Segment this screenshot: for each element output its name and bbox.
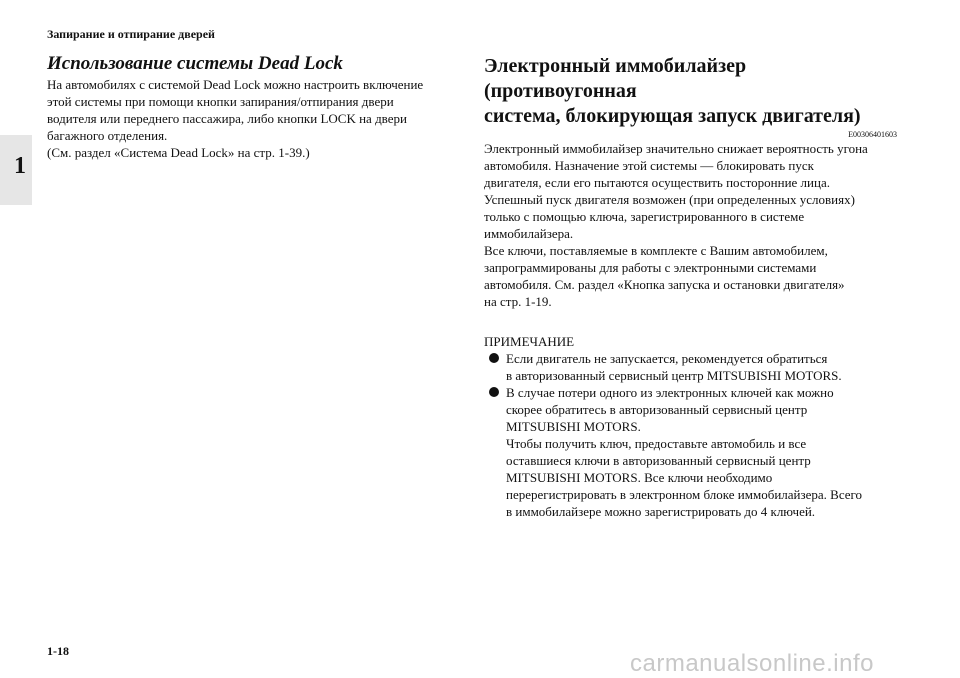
body-line: на стр. 1-19. xyxy=(484,294,552,309)
note-line: в иммобилайзере можно зарегистрировать до 4 ключей. xyxy=(506,504,816,519)
body-line: двигателя, если его пытаются осуществить посторонние лица. xyxy=(484,175,830,190)
page-number: 1-18 xyxy=(47,644,69,658)
immobilizer-title xyxy=(484,54,894,129)
title-line: Электронный иммобилайзер (противоугонная xyxy=(484,55,747,102)
note-line: оставшиеся ключи в авторизованный сервисный центр xyxy=(506,453,811,468)
body-line: Успешный пуск двигателя возможен (при определенных условиях) xyxy=(484,192,855,207)
body-line: автомобиля. См. раздел «Кнопка запуска и остановки двигателя» xyxy=(484,277,845,292)
body-line: водителя или переднего пассажира, либо кнопки LOCK на двери xyxy=(47,111,407,126)
bullet-icon xyxy=(489,387,499,397)
note-line: MITSUBISHI MOTORS. Все ключи необходимо xyxy=(506,470,773,485)
body-line: багажного отделения. xyxy=(47,128,168,143)
paragraph-spacer xyxy=(484,310,894,326)
body-line: На автомобилях с системой Dead Lock можно настроить включение xyxy=(47,77,424,92)
watermark: carmanualsonline.info xyxy=(630,650,874,677)
note-line: MITSUBISHI MOTORS. xyxy=(506,419,641,434)
body-line: Электронный иммобилайзер значительно снижает вероятность угона xyxy=(484,141,868,156)
immobilizer-para-1 xyxy=(484,140,894,242)
running-header: Запирание и отпирание дверей xyxy=(47,27,215,41)
note-line: перерегистрировать в электронном блоке иммобилайзера. Всего xyxy=(506,487,863,502)
note-item-1 xyxy=(484,350,894,384)
section-code: E00306401603 xyxy=(848,130,897,139)
title-line: система, блокирующая запуск двигателя) xyxy=(484,105,861,127)
immobilizer-section xyxy=(484,54,897,520)
body-line: иммобилайзера. xyxy=(484,226,574,241)
immobilizer-para-2 xyxy=(484,242,894,310)
dead-lock-section xyxy=(47,52,457,161)
chapter-number: 1 xyxy=(14,153,26,179)
note-label: ПРИМЕЧАНИЕ xyxy=(484,334,575,349)
bullet-icon xyxy=(489,353,499,363)
dead-lock-title: Использование системы Dead Lock xyxy=(47,53,343,74)
body-line: автомобиля. Назначение этой системы — блокировать пуск xyxy=(484,158,814,173)
body-line: запрограммированы для работы с электронными системами xyxy=(484,260,817,275)
note-line: В случае потери одного из электронных ключей как можно xyxy=(506,385,834,400)
note-line: в авторизованный сервисный центр MITSUBISHI MOTORS. xyxy=(506,368,842,383)
body-line: этой системы при помощи кнопки запирания/отпирания двери xyxy=(47,94,394,109)
note-line: скорее обратитесь в авторизованный сервисный центр xyxy=(506,402,808,417)
body-line: (См. раздел «Система Dead Lock» на стр. 1-39.) xyxy=(47,145,310,160)
body-line: только с помощью ключа, зарегистрированного в системе xyxy=(484,209,805,224)
note-line: Чтобы получить ключ, предоставьте автомобиль и все xyxy=(506,436,807,451)
note-item-2 xyxy=(484,384,894,520)
body-line: Все ключи, поставляемые в комплекте с Вашим автомобилем, xyxy=(484,243,828,258)
note-line: Если двигатель не запускается, рекомендуется обратиться xyxy=(506,351,828,366)
dead-lock-body xyxy=(47,76,457,161)
